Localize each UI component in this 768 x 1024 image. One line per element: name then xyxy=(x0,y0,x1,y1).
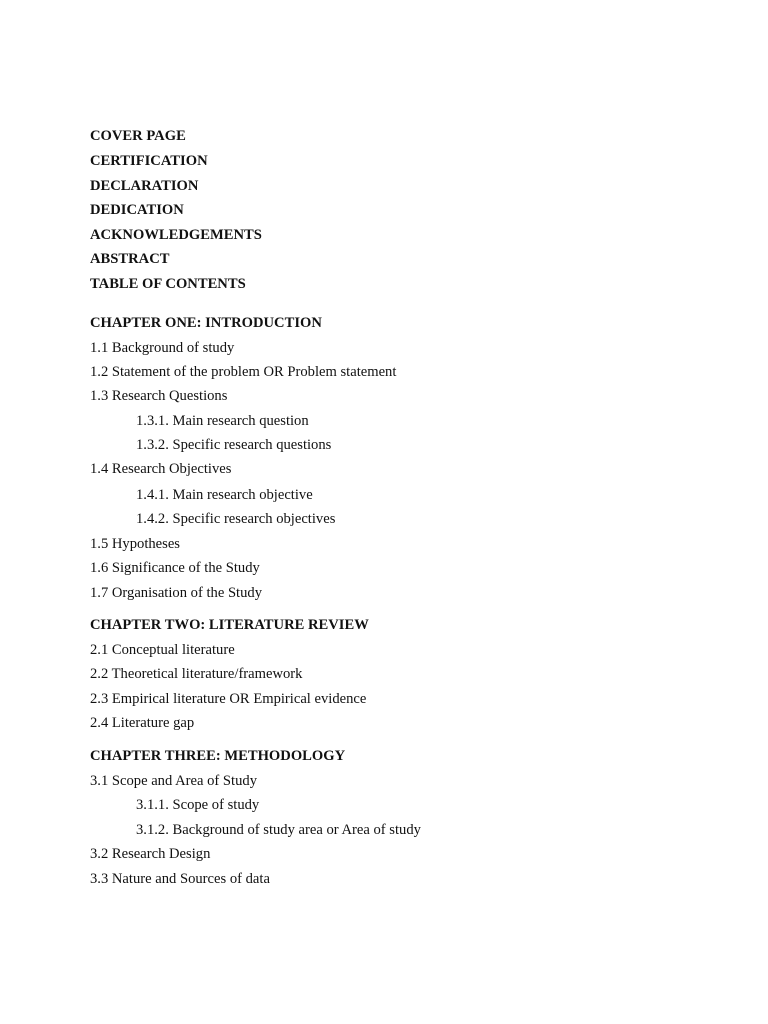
toc-entry: 2.2 Theoretical literature/framework xyxy=(90,666,303,682)
toc-entry: 1.4 Research Objectives xyxy=(90,461,232,477)
toc-subentry: 3.1.2. Background of study area or Area of study xyxy=(136,822,421,838)
toc-entry: 3.2 Research Design xyxy=(90,846,211,862)
chapter-one-heading: CHAPTER ONE: INTRODUCTION xyxy=(90,315,322,331)
toc-entry: 1.3 Research Questions xyxy=(90,388,228,404)
toc-entry: 2.1 Conceptual literature xyxy=(90,642,235,658)
front-matter-cover-page: COVER PAGE xyxy=(90,128,186,144)
toc-entry: 2.3 Empirical literature OR Empirical evidence xyxy=(90,691,367,707)
toc-entry: 1.7 Organisation of the Study xyxy=(90,585,263,601)
toc-subentry: 1.4.2. Specific research objectives xyxy=(136,511,336,527)
chapter-three-heading: CHAPTER THREE: METHODOLOGY xyxy=(90,748,346,764)
toc-entry: 3.3 Nature and Sources of data xyxy=(90,871,270,887)
toc-entry: 1.1 Background of study xyxy=(90,340,235,356)
front-matter-dedication: DEDICATION xyxy=(90,202,184,218)
front-matter-declaration: DECLARATION xyxy=(90,178,199,194)
toc-subentry: 1.3.2. Specific research questions xyxy=(136,437,332,453)
toc-entry: 3.1 Scope and Area of Study xyxy=(90,773,257,789)
front-matter-table-of-contents: TABLE OF CONTENTS xyxy=(90,276,246,292)
toc-entry: 1.5 Hypotheses xyxy=(90,536,180,552)
toc-entry: 1.6 Significance of the Study xyxy=(90,560,260,576)
toc-entry: 1.2 Statement of the problem OR Problem statement xyxy=(90,364,397,380)
toc-entry: 2.4 Literature gap xyxy=(90,715,195,731)
front-matter-certification: CERTIFICATION xyxy=(90,153,208,169)
toc-subentry: 1.4.1. Main research objective xyxy=(136,487,313,503)
front-matter-acknowledgements: ACKNOWLEDGEMENTS xyxy=(90,227,262,243)
front-matter-abstract: ABSTRACT xyxy=(90,251,170,267)
toc-subentry: 3.1.1. Scope of study xyxy=(136,797,260,813)
toc-subentry: 1.3.1. Main research question xyxy=(136,413,309,429)
chapter-two-heading: CHAPTER TWO: LITERATURE REVIEW xyxy=(90,617,369,633)
